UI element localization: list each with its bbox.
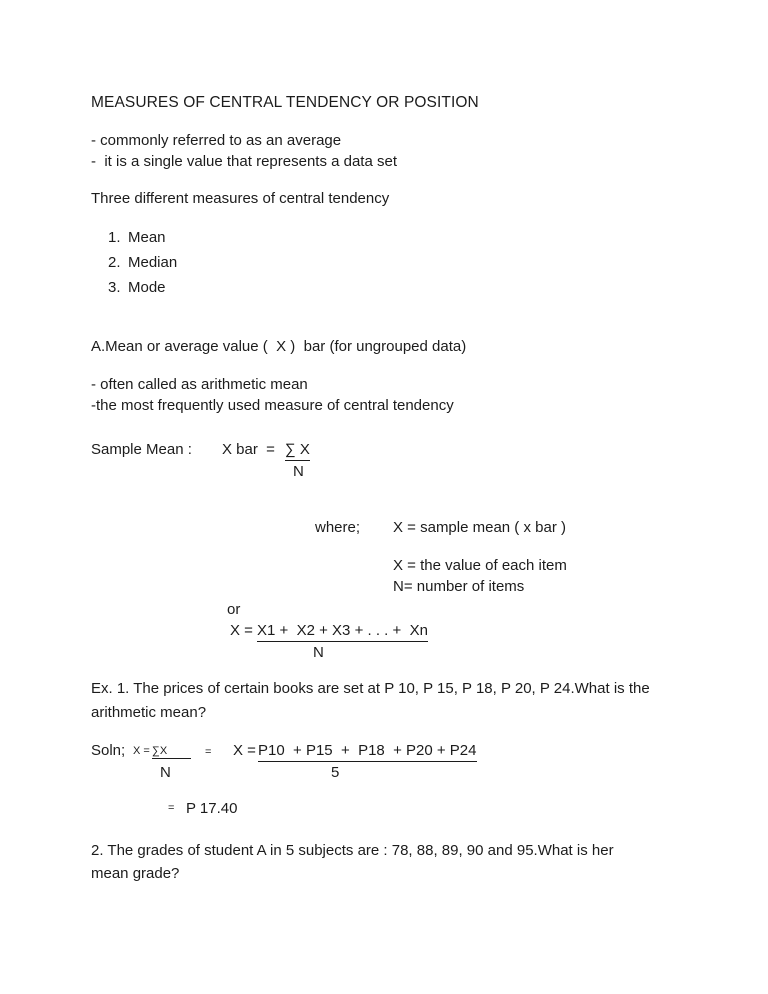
where-keyword: where; xyxy=(315,519,361,536)
list-item-mode: Mode xyxy=(128,279,166,296)
mean-note-1: - often called as arithmetic mean xyxy=(91,376,308,393)
expanded-formula-denominator: N xyxy=(313,644,324,661)
sample-mean-denominator: N xyxy=(293,463,304,480)
example1-line-2: arithmetic mean? xyxy=(91,704,207,721)
list-item-median: Median xyxy=(128,254,178,271)
solution-small-lhs: X = xyxy=(133,745,150,757)
list-item-number: 2. xyxy=(108,254,121,271)
or-label: or xyxy=(227,601,241,618)
example1-line-1: Ex. 1. The prices of certain books are set at P 10, P 15, P 18, P 20, P 24.What is the xyxy=(91,680,650,697)
solution-small-numerator: ∑X xyxy=(152,745,191,759)
result-equals: = xyxy=(168,802,175,814)
solution-rhs-lhs: X = xyxy=(233,742,256,759)
where-def-sample-mean: X = sample mean ( x bar ) xyxy=(393,519,566,536)
expanded-formula-lhs: X = xyxy=(230,622,253,639)
list-item-number: 3. xyxy=(108,279,121,296)
example2-line-2: mean grade? xyxy=(91,865,180,882)
expanded-formula-numerator: X1 + X2 + X3 + . . . + Xn xyxy=(257,620,428,642)
intro-line-2: - it is a single value that represents a data set xyxy=(91,153,397,170)
measures-heading: Three different measures of central tendency xyxy=(91,190,390,207)
section-a-heading: A.Mean or average value ( X ) bar (for ungrouped data) xyxy=(91,338,467,355)
where-def-value: X = the value of each item xyxy=(393,557,567,574)
solution-small-denominator: N xyxy=(160,764,171,781)
sample-mean-label: Sample Mean : xyxy=(91,441,192,458)
solution-equals: = xyxy=(205,746,212,758)
solution-denominator: 5 xyxy=(331,764,340,781)
intro-line-1: - commonly referred to as an average xyxy=(91,132,342,149)
where-def-n: N= number of items xyxy=(393,578,525,595)
sample-mean-lhs: X bar = xyxy=(222,441,275,458)
solution-numerator: P10 + P15 + P18 + P20 + P24 xyxy=(258,740,477,762)
result-value: P 17.40 xyxy=(186,800,238,817)
list-item-number: 1. xyxy=(108,229,121,246)
sample-mean-numerator: ∑ X xyxy=(285,439,310,461)
mean-note-2: -the most frequently used measure of central tendency xyxy=(91,397,454,414)
example2-line-1: 2. The grades of student A in 5 subjects are : 78, 88, 89, 90 and 95.What is her xyxy=(91,842,614,859)
page-title: MEASURES OF CENTRAL TENDENCY OR POSITION xyxy=(91,94,479,111)
solution-label: Soln; xyxy=(91,742,126,759)
list-item-mean: Mean xyxy=(128,229,166,246)
